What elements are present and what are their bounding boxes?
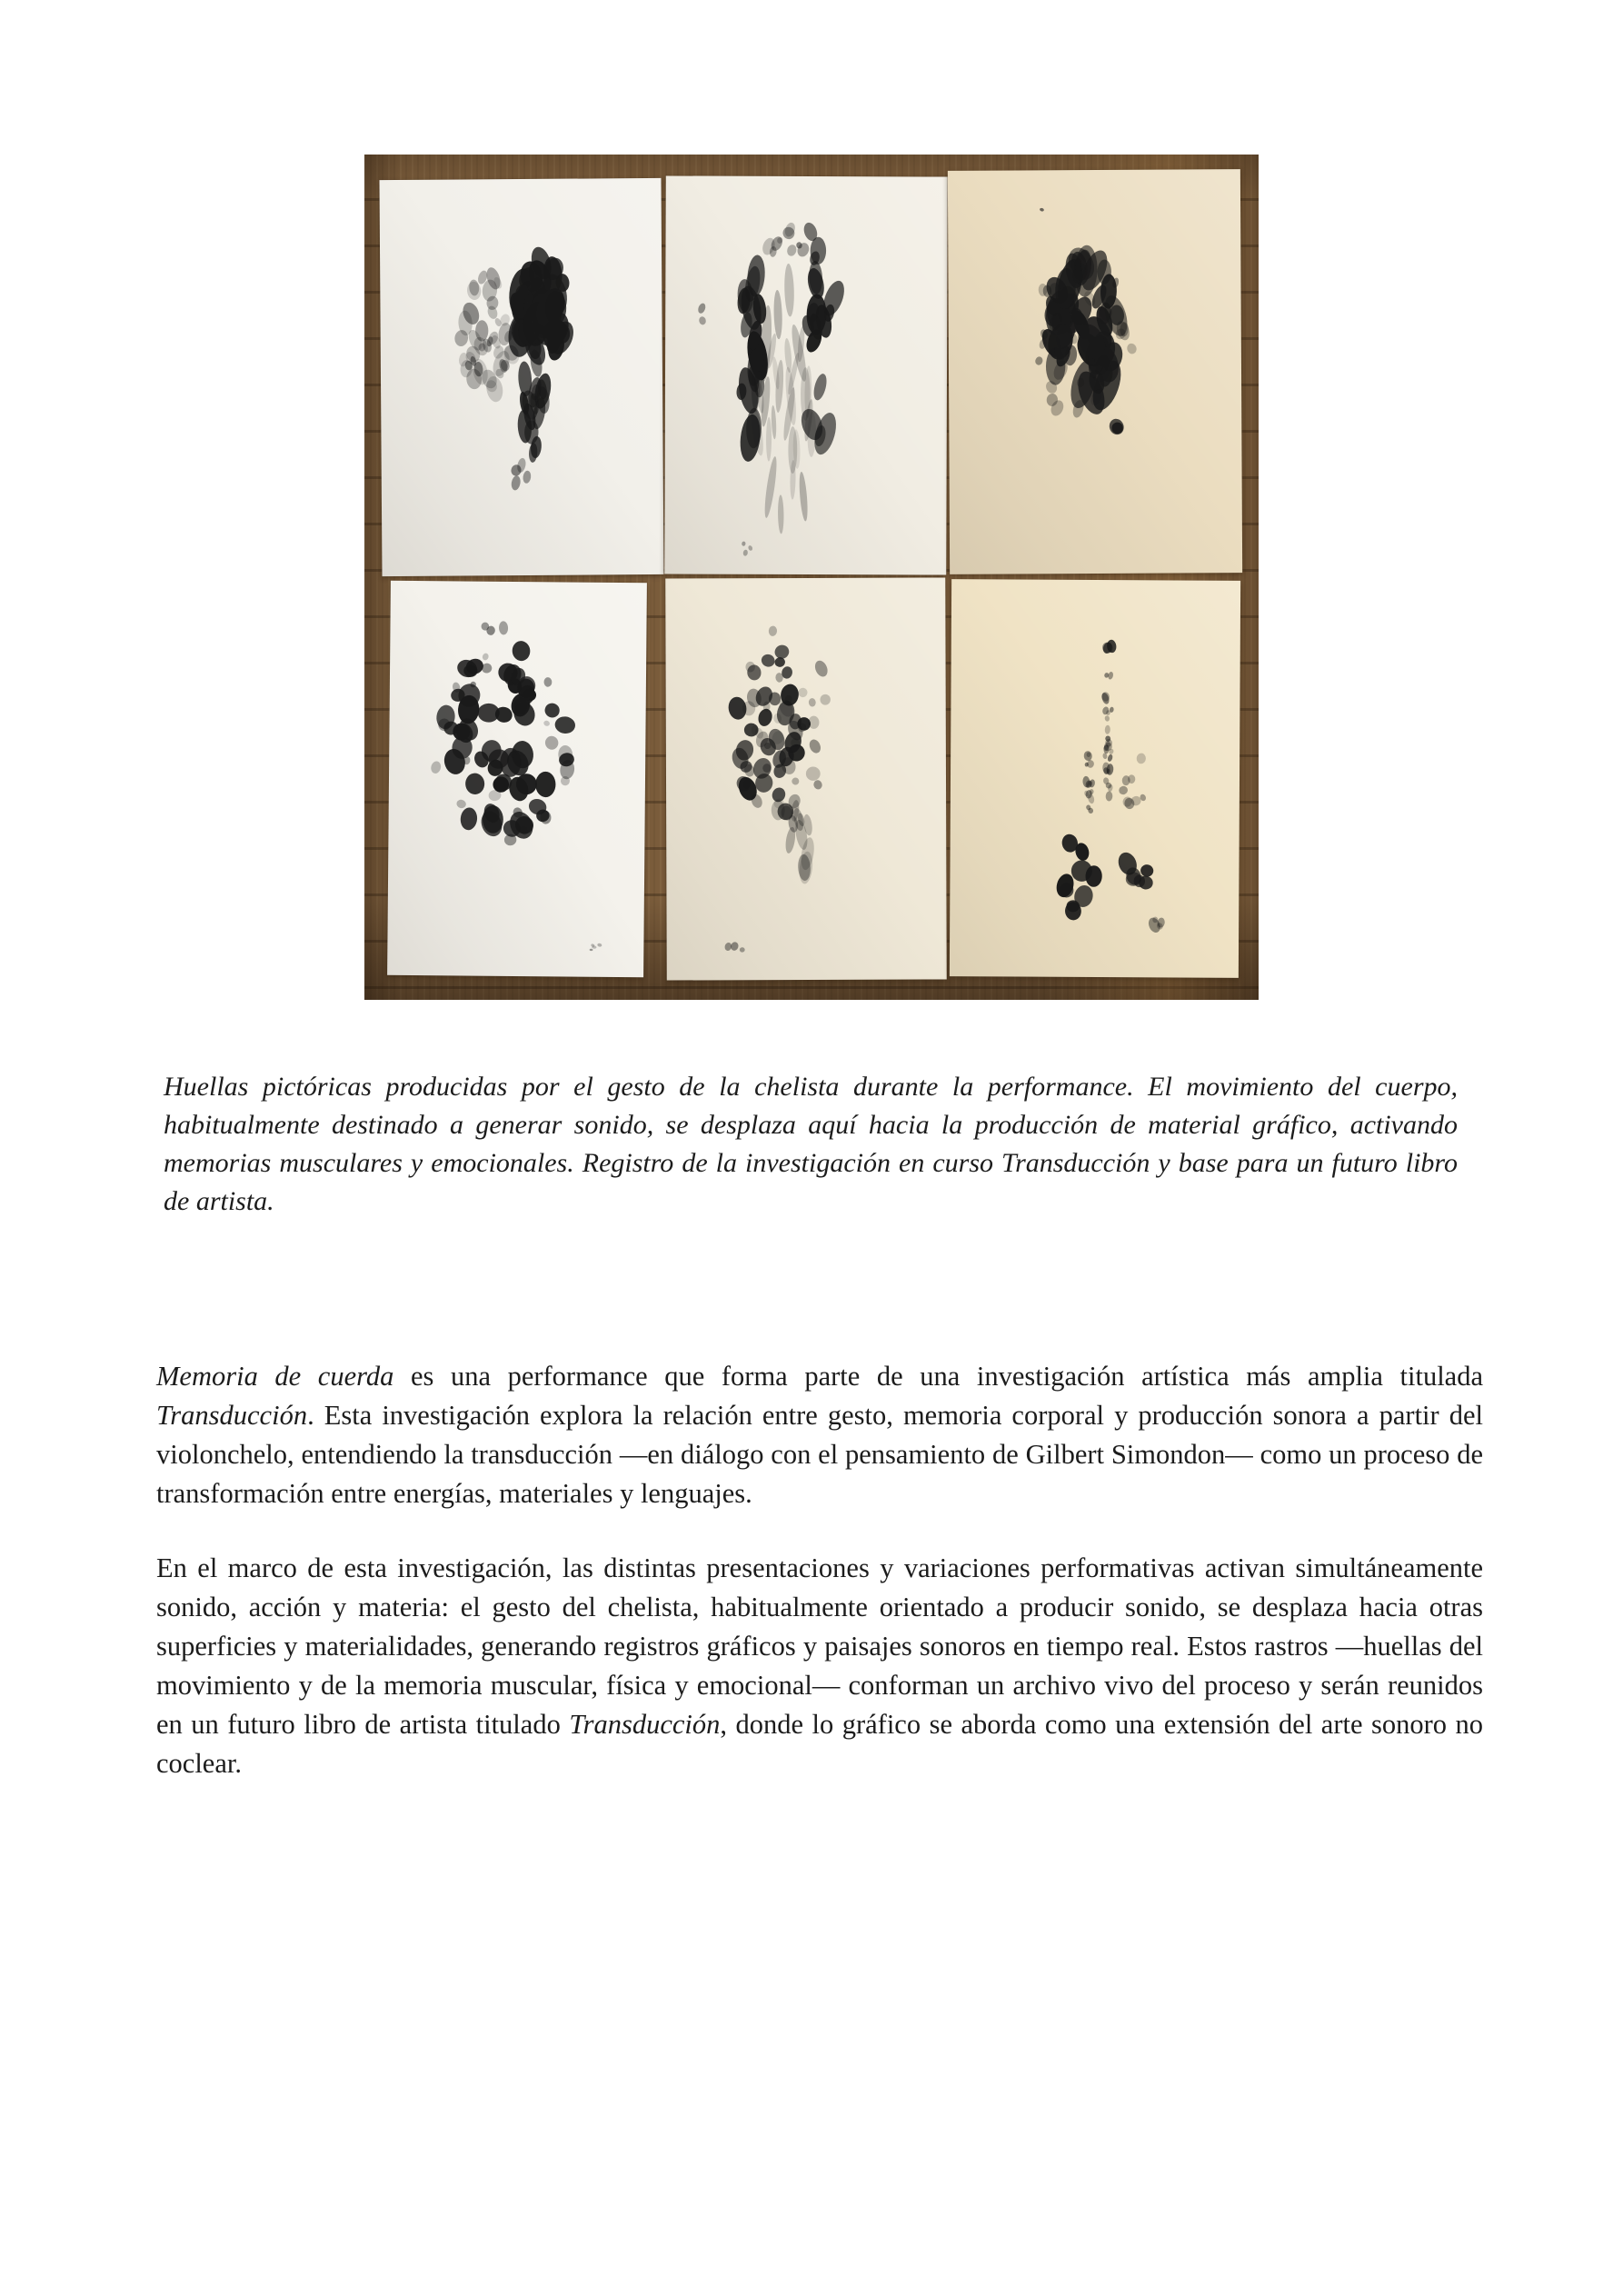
text: , donde lo gráfico se aborda como una extensión del arte sonoro no coclear. — [156, 1709, 1484, 1779]
ink-marks — [948, 169, 1242, 574]
ink-marks — [387, 581, 647, 977]
paragraph — [156, 1549, 1483, 1783]
text: es una performance que forma parte de una investigación artística más amplia titulada — [393, 1361, 1484, 1392]
paper-sheet-5 — [665, 577, 947, 980]
ink-marks — [665, 577, 947, 980]
ink-marks — [664, 175, 948, 574]
paper-sheet-1 — [379, 178, 663, 576]
article-body — [156, 1357, 1483, 1819]
figure-caption: Huellas pictóricas producidas por el gesto de la chelista durante la performance. El movimiento del cuerpo, habitualmente destinado a generar sonido, se desplaza aquí hacia la producción de material gráfico, activando memorias musculares y emocionales. Registro de la investigación en curso Transducción y base para un futuro libro de artista. — [164, 1072, 1458, 1216]
ink-marks — [379, 178, 663, 576]
ink-marks — [950, 579, 1240, 978]
wood-table-surface — [364, 155, 1259, 1000]
italic-text: Memoria de cuerda — [156, 1361, 394, 1392]
italic-text: Transducción — [569, 1709, 721, 1740]
paper-sheet-3 — [948, 169, 1242, 574]
paper-sheet-4 — [387, 581, 647, 977]
italic-text: Transducción — [156, 1400, 308, 1431]
figure-photo — [364, 155, 1259, 1000]
paper-sheet-2 — [664, 175, 948, 574]
paper-sheet-6 — [950, 579, 1240, 978]
text: En el marco de esta investigación, las distintas presentaciones y variaciones performativas activan simultáneamente sonido, acción y materia: el gesto del chelista, habitualmente orientado a producir sonido, se desplaza hacia otras superficies y materialidades, generando registros gráficos y paisajes sonoros en tiempo real. Estos rastros —huellas del movimiento y de la memoria muscular, física y emocional— conforman un archivo vivo del proceso y serán reunidos en un futuro libro de artista titulado — [156, 1552, 1483, 1740]
paragraph — [156, 1357, 1483, 1513]
text: . Esta investigación explora la relación entre gesto, memoria corporal y producción sonora a partir del violonchelo, entendiendo la transducción —en diálogo con el pensamiento de Gilbert Simondon— como un proceso de transformación entre energías, materiales y lenguajes. — [156, 1400, 1483, 1509]
